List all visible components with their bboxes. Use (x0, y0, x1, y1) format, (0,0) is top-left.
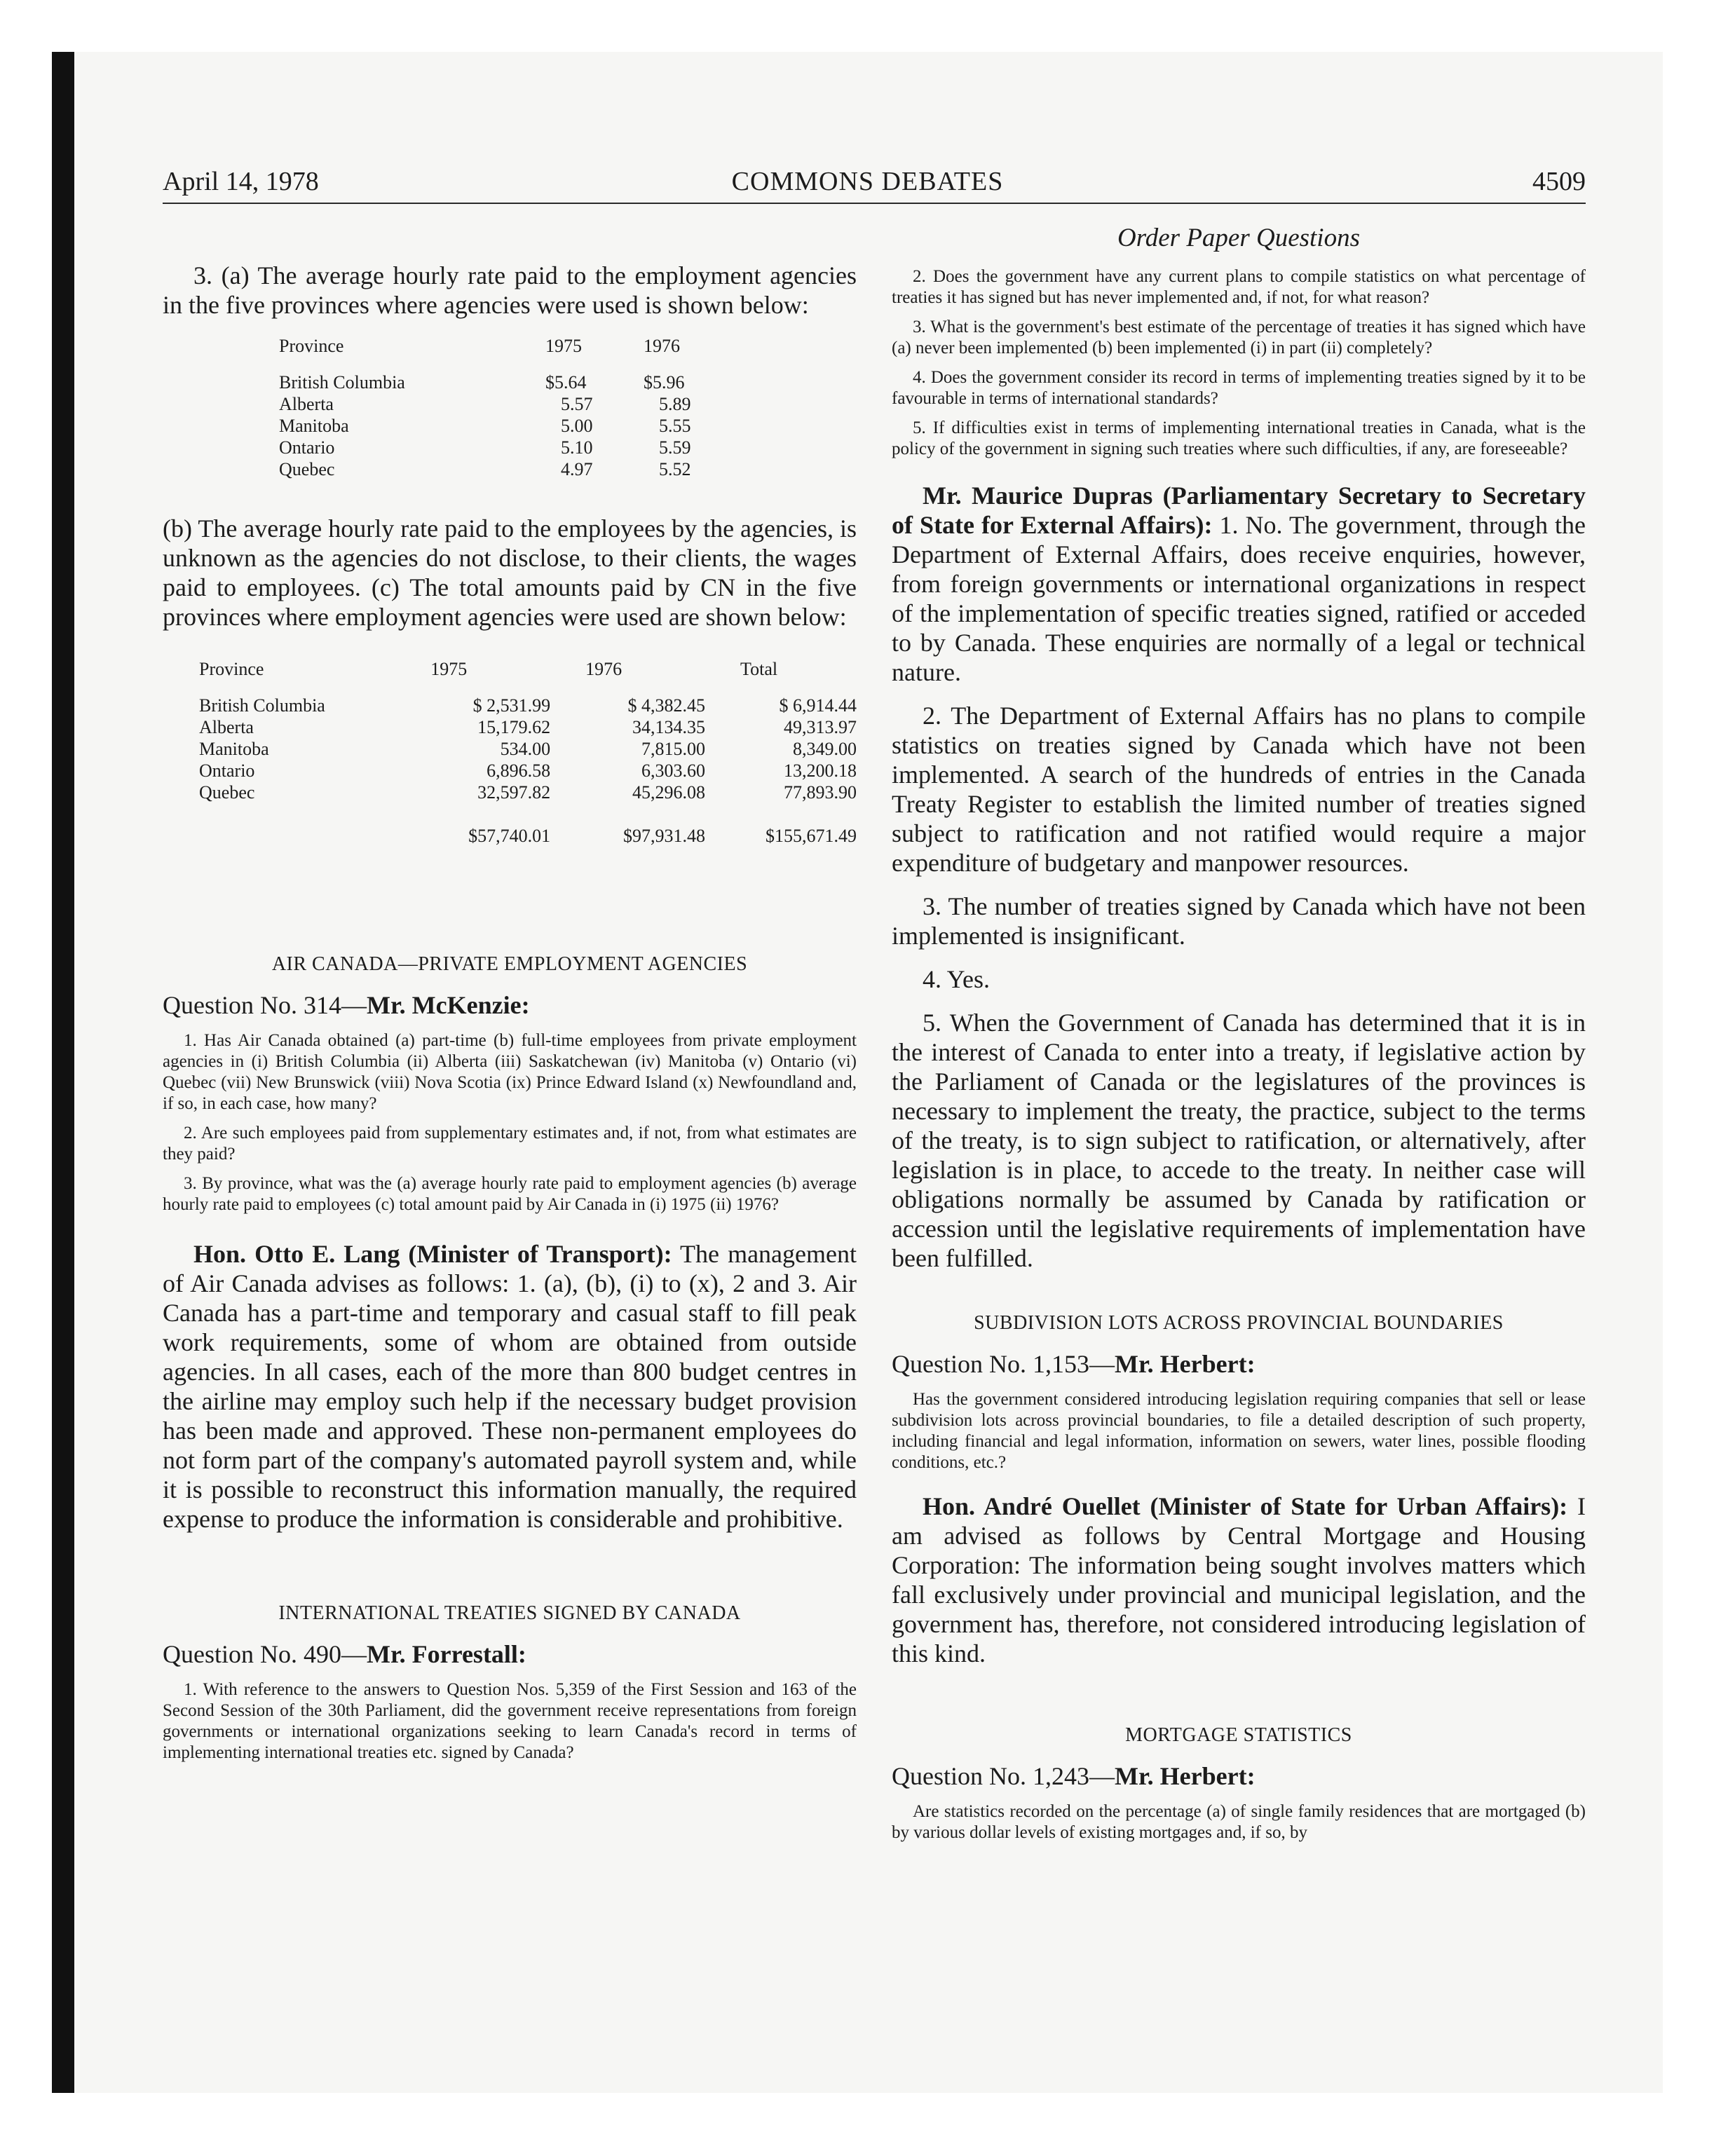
question-314-heading (163, 990, 857, 1021)
dupras-answer-2: 2. The Department of External Affairs has no plans to compile statistics on treaties signed by Canada which have not been implemented. A search of the hundreds of entries in the Canada Treaty Register to establish the limited number of treaties signed subject to ratification and not ratified would require a major expenditure of budgetary and manpower resources. (892, 702, 1586, 877)
section-title-treaties: INTERNATIONAL TREATIES SIGNED BY CANADA (278, 1602, 741, 1624)
province-cell: Manitoba (279, 416, 349, 436)
amount-1975-cell: 534.00 (500, 739, 551, 759)
dupras-answer-5: 5. When the Government of Canada has determined that it is in the interest of Canada to enter into a treaty, if legislative action by the Parliament of Canada or the legislatures of the provinces is necessary to implement the treaty, the practice, subject to the terms of the treaty, is to sign subject to ratification, or alternatively, after legislation is in place, to accede to the treaty. In neither case will obligations normally be assumed by Canada by ratification or accession until the legislative requirements of implementation have been fulfilled. (892, 1009, 1586, 1272)
section-title-mortgage-statistics: MORTGAGE STATISTICS (1125, 1724, 1352, 1746)
province-cell: Alberta (199, 717, 254, 737)
table-row (279, 393, 721, 415)
amount-1975-cell: 6,896.58 (487, 760, 551, 781)
province-cell: Ontario (199, 760, 255, 781)
amount-1975-cell: 32,597.82 (477, 782, 551, 803)
question-490-item-2: 2. Does the government have any current plans to compile statistics on what percentage of treaties it has signed but has never implemented and, if not, for what reason? (892, 267, 1586, 307)
answer-text: I am advised as follows by Central Mortgage and Housing Corporation: The information being sought involves matters which fall exclusively under provincial and municipal legislation, and the government has, therefore, not considered introducing legislation of this kind. (892, 1492, 1586, 1667)
province-cell: Quebec (279, 459, 335, 479)
table-header-row (279, 335, 721, 371)
question-member: Mr. Forrestall: (367, 1640, 526, 1668)
question-number: Question No. 490— (163, 1640, 367, 1668)
table-row (279, 371, 721, 393)
province-cell: British Columbia (279, 372, 405, 393)
rate-1976-cell: 5.89 (659, 394, 691, 414)
dupras-answer-paragraph (892, 481, 1586, 687)
rate-1975-cell: 5.57 (561, 394, 593, 414)
section-title-subdivision-lots: SUBDIVISION LOTS ACROSS PROVINCIAL BOUNDARIES (974, 1312, 1504, 1334)
header-page-number: 4509 (1532, 167, 1586, 196)
speaker-name: Hon. Otto E. Lang (Minister of Transport): (193, 1240, 672, 1268)
question-member: Mr. Herbert: (1115, 1350, 1256, 1378)
table-row (279, 415, 721, 437)
table-row (199, 760, 857, 782)
question-1153-heading (892, 1349, 1586, 1379)
question-490-item-3: 3. What is the government's best estimate of the percentage of treaties it has signed which have (a) never been implemented (b) been implemented (i) in part (ii) completely? (892, 318, 1586, 357)
question-number: Question No. 314— (163, 991, 367, 1019)
left-column (163, 223, 857, 1772)
amount-1975-cell: $ 2,531.99 (472, 695, 551, 716)
order-paper-heading: Order Paper Questions (1117, 224, 1360, 252)
amount-total-cell: 77,893.90 (784, 782, 857, 803)
amount-1976-cell: 7,815.00 (641, 739, 706, 759)
amount-total-cell: 49,313.97 (784, 717, 857, 737)
grand-total-cell: $155,671.49 (766, 826, 857, 846)
header-date: April 14, 1978 (163, 167, 319, 196)
question-490-item-1: 1. With reference to the answers to Question Nos. 5,359 of the First Session and 163 of the Second Session of the 30th Parliament, did the government receive representations from foreign governments or international organizations seeking to learn Canada's record in terms of implementing international treaties etc. signed by Canada? (163, 1680, 857, 1762)
amount-1976-cell: $ 4,382.45 (627, 695, 706, 716)
column-header: 1976 (644, 336, 680, 356)
total-1976-cell: $97,931.48 (623, 826, 706, 846)
table-row (279, 437, 721, 458)
province-cell: Manitoba (199, 739, 269, 759)
speaker-name: Hon. André Ouellet (Minister of State for Urban Affairs): (923, 1492, 1568, 1520)
rate-1976-cell: 5.55 (659, 416, 691, 436)
answer-text: 1. No. The government, through the Department of External Affairs, does receive enquiries, however, from foreign governments or international organizations in respect of the implementation of specific treaties signed, ratified or acceded to by Canada. These enquiries are normally of a legal or technical nature. (892, 511, 1586, 686)
column-header: 1975 (545, 336, 582, 356)
table-totals-row (199, 803, 857, 847)
lang-answer-paragraph (163, 1239, 857, 1534)
province-cell: Quebec (199, 782, 255, 803)
question-490-item-4: 4. Does the government consider its record in terms of implementing treaties signed by it to be favourable in terms of international standards? (892, 368, 1586, 408)
total-1975-cell: $57,740.01 (468, 826, 551, 846)
rate-1975-cell: 4.97 (561, 459, 593, 479)
column-header: 1975 (430, 659, 468, 679)
question-1243-heading (892, 1761, 1586, 1792)
question-1243-text: Are statistics recorded on the percentage (a) of single family residences that are mortgaged (b) by various dollar levels of existing mortgages and, if so, by (892, 1802, 1586, 1842)
header-title: COMMONS DEBATES (731, 167, 1004, 196)
question-314-item-3: 3. By province, what was the (a) average hourly rate paid to employment agencies (b) average hourly rate paid to employees (c) total amount paid by Air Canada in (i) 1975 (ii) 1976? (163, 1174, 857, 1214)
table-row (199, 782, 857, 803)
rate-1975-cell: 5.00 (561, 416, 593, 436)
section-title-air-canada: AIR CANADA—PRIVATE EMPLOYMENT AGENCIES (271, 953, 748, 975)
header-rule (163, 203, 1586, 204)
province-cell: British Columbia (199, 695, 325, 716)
amount-total-cell: 8,349.00 (793, 739, 857, 759)
table-row (199, 695, 857, 716)
question-490-heading (163, 1639, 857, 1670)
speaker-name: Mr. Maurice Dupras (Parliamentary Secretary to Secretary of State for External Affairs): (892, 482, 1586, 539)
table-row (199, 716, 857, 738)
column-header: 1976 (585, 659, 622, 679)
province-cell: Ontario (279, 437, 335, 458)
table-row (279, 458, 721, 480)
hourly-rate-table (279, 335, 721, 480)
total-amounts-table (199, 658, 857, 847)
column-header: Province (199, 659, 264, 679)
question-number: Question No. 1,153— (892, 1350, 1115, 1378)
amount-total-cell: $ 6,914.44 (779, 695, 857, 716)
question-member: Mr. McKenzie: (367, 991, 530, 1019)
question-member: Mr. Herbert: (1115, 1762, 1256, 1790)
question-1153-text: Has the government considered introducing legislation requiring companies that sell or lease subdivision lots across provincial boundaries, to file a detailed description of such property, including financial and legal information, information on sewers, water lines, possible flooding conditions, etc.? (892, 1390, 1586, 1472)
amount-1976-cell: 6,303.60 (641, 760, 706, 781)
question-314-item-1: 1. Has Air Canada obtained (a) part-time (b) full-time employees from private employment agencies in (i) British Columbia (ii) Alberta (iii) Saskatchewan (iv) Manitoba (v) Ontario (vi) Quebec (vii) New Brunswick (viii) Nova Scotia (ix) Prince Edward Island (x) Newfoundland and, if so, in each case, how many? (163, 1031, 857, 1113)
intro-paragraph: 3. (a) The average hourly rate paid to the employment agencies in the five provinces where agencies were used is shown below: (163, 261, 857, 319)
province-cell: Alberta (279, 394, 334, 414)
ouellet-answer-paragraph (892, 1492, 1586, 1668)
table-header-row (199, 658, 857, 695)
column-header: Province (279, 336, 344, 356)
table-row (199, 738, 857, 760)
column-header: Total (740, 659, 778, 679)
right-column (892, 223, 1586, 1852)
scan-edge (52, 52, 74, 2093)
amount-1975-cell: 15,179.62 (477, 717, 551, 737)
dupras-answer-3: 3. The number of treaties signed by Canada which have not been implemented is insignificant. (892, 892, 1586, 950)
dupras-answer-4: 4. Yes. (923, 965, 991, 993)
answer-text: The management of Air Canada advises as follows: 1. (a), (b), (i) to (x), 2 and 3. Air Canada has a part-time and temporary and casual staff to fill peak work requirements, some of whom are obtained from outside agencies. In all cases, each of the more than 800 budget centres in the airline may employ such help if the necessary budget provision has been made and approved. These non-permanent employees do not form part of the company's automated payroll system and, while it is possible to reconstruct this information manually, the required expense to produce the information is considerable and prohibitive. (163, 1240, 857, 1533)
question-number: Question No. 1,243— (892, 1762, 1115, 1790)
amount-1976-cell: 45,296.08 (632, 782, 706, 803)
rate-1975-cell: $5.64 (545, 372, 587, 393)
rate-1976-cell: $5.96 (644, 372, 685, 393)
rate-1976-cell: 5.52 (659, 459, 691, 479)
question-490-item-5: 5. If difficulties exist in terms of implementing international treaties in Canada, what is the policy of the government in signing such treaties where such difficulties, if any, are foreseeable? (892, 418, 1586, 458)
amount-total-cell: 13,200.18 (784, 760, 857, 781)
rate-1975-cell: 5.10 (561, 437, 593, 458)
amount-1976-cell: 34,134.35 (632, 717, 706, 737)
paragraph-b: (b) The average hourly rate paid to the employees by the agencies, is unknown as the agencies do not disclose, to their clients, the wages paid to employees. (c) The total amounts paid by CN in the five provinces where employment agencies were used are shown below: (163, 514, 857, 631)
question-314-item-2: 2. Are such employees paid from supplementary estimates and, if not, from what estimates are they paid? (163, 1124, 857, 1164)
rate-1976-cell: 5.59 (659, 437, 691, 458)
